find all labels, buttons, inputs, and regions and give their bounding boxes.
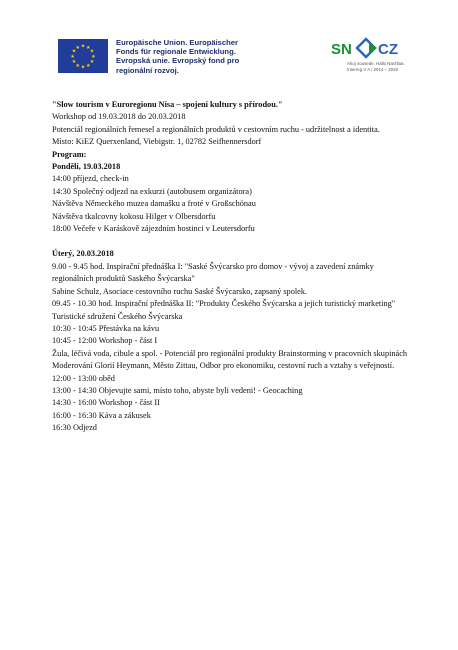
sn-caption-line: Ahoj sousede. Hallo Nachbar. bbox=[347, 61, 405, 66]
event-title: "Slow tourism v Euroregionu Nisa – spojení kultury s přírodou." bbox=[52, 100, 283, 109]
program-item: 16:30 Odjezd bbox=[52, 423, 97, 433]
program-item: Návštěva Německého muzea damašku a froté v Großschönau bbox=[52, 199, 256, 209]
program-item: 13:00 - 14:30 Objevujte sami, místo toho, abyste byli vedeni! - Geocaching bbox=[52, 385, 303, 395]
svg-text:★: ★ bbox=[85, 62, 91, 69]
event-place: Místo: KiEZ Querxenland, Viebigstr. 1, 02782 Seifhennersdorf bbox=[52, 137, 262, 147]
svg-text:★: ★ bbox=[80, 64, 86, 71]
program-item: Moderování Glorií Heymann, Město Zittau, Odbor pro ekonomiku, cestovní ruch a vztahy s veřejností. bbox=[52, 361, 395, 371]
logo-cz-text: CZ bbox=[378, 41, 398, 58]
program-item: 10:30 - 10:45 Přestávka na kávu bbox=[52, 323, 160, 333]
svg-text:★: ★ bbox=[91, 53, 96, 60]
program-item: 9.00 - 9.45 hod. Inspirační přednáška I: "Saské Švýcarsko pro domov - vývoj a zavedení známky regionálních produktů Saského Švýcarska" bbox=[52, 261, 374, 284]
svg-text:★: ★ bbox=[85, 44, 91, 51]
eu-line: regionální rozvoj. bbox=[116, 65, 179, 75]
logo-sn-text: SN bbox=[331, 41, 352, 58]
program-item: Sabine Schulz, Asociace cestovního ruchu Saské Švýcarsko, zapsaný spolek. bbox=[52, 286, 308, 296]
svg-text:★: ★ bbox=[80, 43, 86, 50]
eu-funding-text bbox=[116, 38, 276, 75]
program-item: 16:00 - 16:30 Káva a zákusek bbox=[52, 410, 151, 420]
program-item: Žula, léčivá voda, cibule a spol. - Potenciál pro regionální produkty Brainstorming v pracovních skupinách bbox=[52, 348, 408, 358]
event-dates: Workshop od 19.03.2018 do 20.03.2018 bbox=[52, 112, 186, 122]
sn-logo-caption bbox=[347, 61, 427, 72]
eu-flag-logo bbox=[58, 39, 108, 73]
svg-text:★: ★ bbox=[71, 59, 77, 66]
program-item: 14:00 příjezd, check-in bbox=[52, 174, 129, 184]
program-item: 10:45 - 12:00 Workshop - část I bbox=[52, 336, 158, 346]
day1-heading: Pondělí, 19.03.2018 bbox=[52, 162, 121, 172]
spacer bbox=[52, 235, 412, 248]
document-body bbox=[52, 99, 412, 435]
svg-text:★: ★ bbox=[75, 62, 81, 69]
logo-diamond-icon bbox=[357, 39, 377, 57]
eu-line: Europäische Union. Europäischer bbox=[116, 38, 238, 47]
program-heading: Program: bbox=[52, 149, 87, 159]
program-item: 14:30 - 16:00 Workshop - část II bbox=[52, 398, 160, 408]
svg-text:★: ★ bbox=[71, 48, 77, 55]
program-item: Návštěva tkalcovny kokosu Hilger v Olbersdorfu bbox=[52, 211, 216, 221]
eu-line: Evropská unie. Evropský fond pro bbox=[116, 56, 240, 66]
program-item: 14:30 Společný odjezd na exkurzi (autobusem organizátora) bbox=[52, 186, 252, 196]
svg-text:★: ★ bbox=[75, 44, 81, 51]
sn-caption-line: Interreg V A / 2014 – 2020 bbox=[347, 66, 399, 72]
program-item: 18:00 Večeře v Karáskově zájezdním hostinci v Leutersdorfu bbox=[52, 224, 255, 234]
eu-line: Fonds für regionale Entwicklung. bbox=[116, 47, 236, 57]
svg-text:★: ★ bbox=[89, 59, 95, 66]
event-topic: Potenciál regionálních řemesel a regionálních produktů v cestovním ruchu - udržitelnost a identita. bbox=[52, 124, 380, 134]
svg-text:★: ★ bbox=[89, 48, 95, 55]
program-item: 09.45 - 10.30 hod. Inspirační přednáška II: "Produkty Českého Švýcarska a jejich turistický marketing" Turistické sdružení Českého Švýcarska bbox=[52, 299, 396, 321]
eu-stars-icon bbox=[58, 39, 108, 73]
program-item: 12:00 - 13:00 oběd bbox=[52, 373, 115, 383]
sn-cz-interreg-logo bbox=[331, 36, 411, 60]
day2-heading: Úterý, 20.03.2018 bbox=[52, 249, 114, 259]
svg-text:★: ★ bbox=[70, 53, 75, 60]
